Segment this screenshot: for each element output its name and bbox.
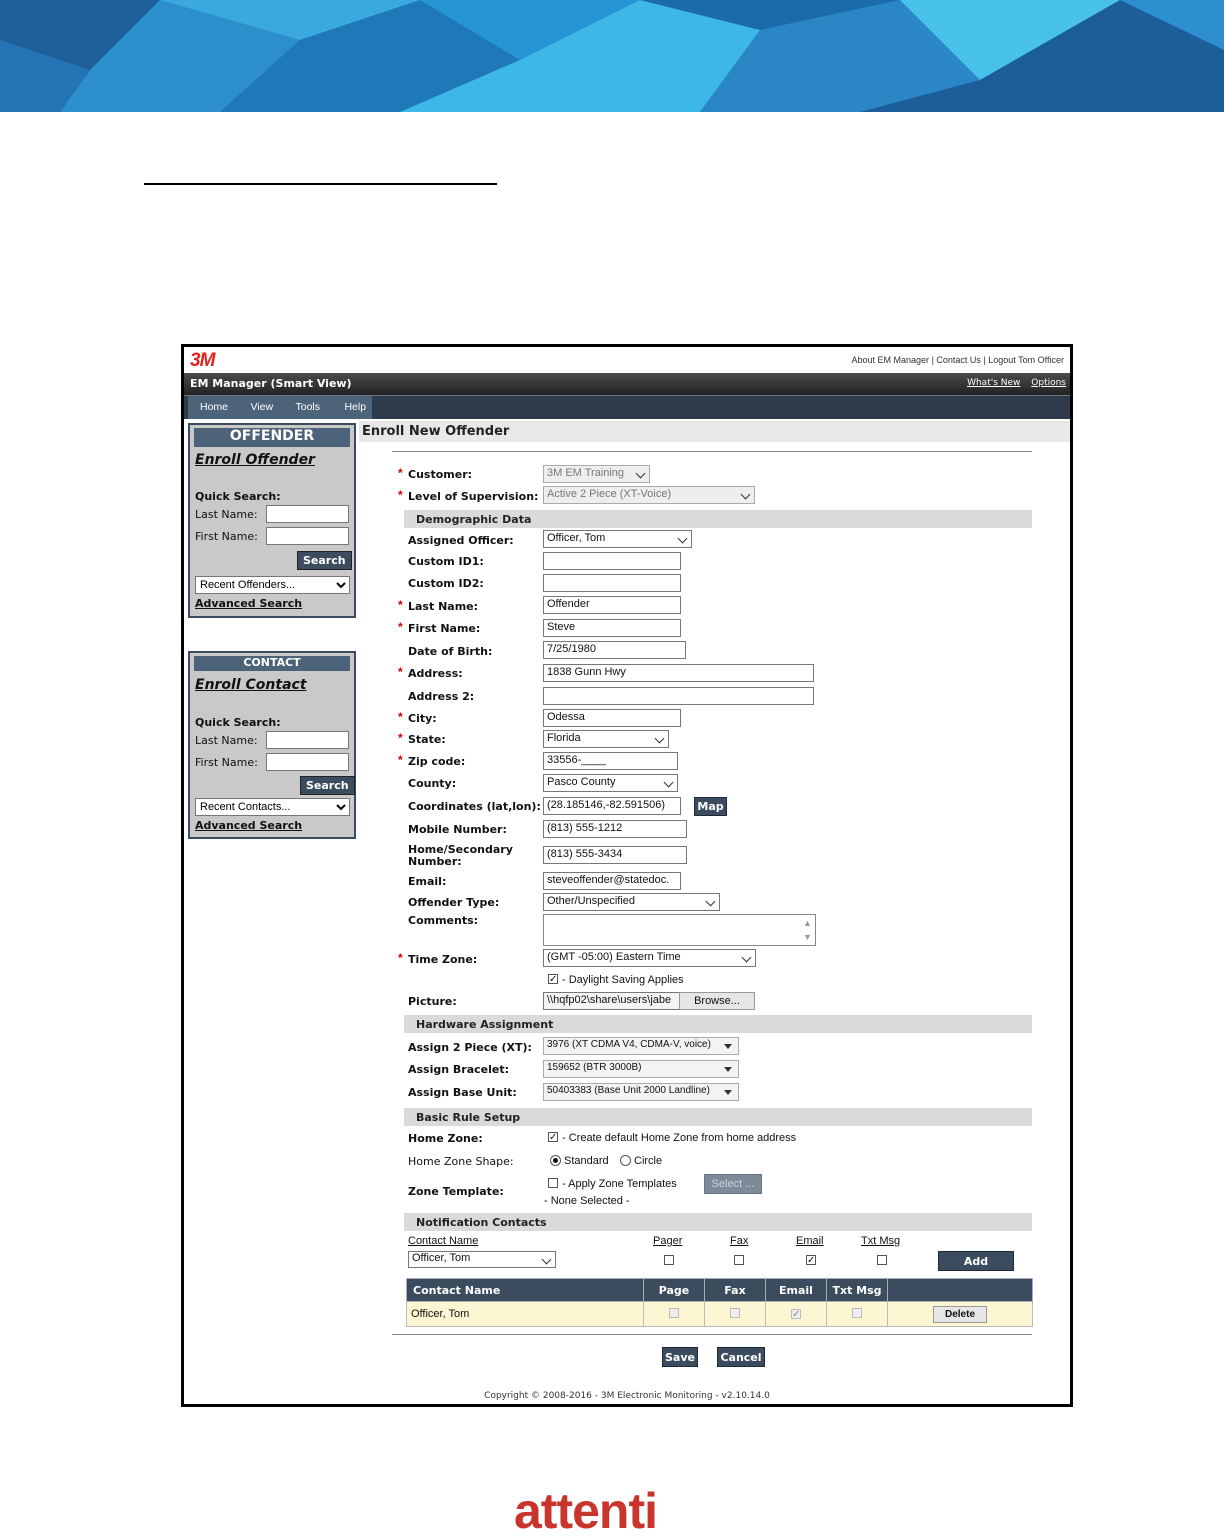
contact-quick-search-label: Quick Search: [195,716,281,729]
col-txt-msg[interactable]: Txt Msg [861,1235,901,1247]
contact-search-button[interactable]: Search [300,776,355,795]
contact-panel [188,651,356,839]
row-email-checkbox: ✓ [792,1309,801,1320]
enroll-offender-link[interactable]: Enroll Offender [195,452,315,468]
th-fax: Fax [705,1279,766,1302]
offender-last-name-label: Last Name: [195,508,258,521]
row-page-cell [644,1302,705,1327]
zip-label: Zip code: [408,755,466,768]
th-txt-msg: Txt Msg [827,1279,888,1302]
required-marker: * [398,710,403,724]
th-actions [888,1279,1033,1302]
assign-base-select[interactable]: 50403383 (Base Unit 2000 Landline) [543,1083,739,1101]
copyright-text: Copyright © 2008-2016 - 3M Electronic Monitoring - v2.10.14.0 [484,1391,770,1401]
assigned-officer-select[interactable]: Officer, Tom [543,530,692,548]
menu-view[interactable]: View [250,401,274,413]
section-notify: Notification Contacts [404,1213,1032,1231]
scroll-arrows-icon: ▲ ▼ [803,918,812,942]
about-link[interactable]: About EM Manager [851,355,930,365]
assigned-officer-label: Assigned Officer: [408,534,514,547]
none-selected-text: - None Selected - [544,1195,630,1207]
form-bottom-divider [392,1334,1032,1335]
offender-panel-header: OFFENDER [194,428,350,447]
row-txt-cell [827,1302,888,1327]
supervision-select[interactable]: Active 2 Piece (XT-Voice) [543,486,755,504]
first-name-input[interactable]: Steve [543,619,681,637]
required-marker: * [398,598,403,612]
menu-tools[interactable]: Tools [295,401,321,413]
recent-contacts-select[interactable] [195,798,350,816]
city-input[interactable]: Odessa [543,709,681,727]
custom-id2-input[interactable] [543,574,681,592]
zip-input[interactable]: 33556-____ [543,752,678,770]
map-button[interactable]: Map [694,797,727,816]
notify-contact-select[interactable]: Officer, Tom [408,1251,556,1268]
whats-new-link[interactable]: What's New [967,378,1021,388]
logout-link[interactable]: Logout Tom Officer [988,355,1064,365]
dst-checkbox[interactable]: ✓ [549,974,558,985]
required-marker: * [398,731,403,745]
app-links [959,378,1066,388]
main-menu [188,396,372,419]
menu-bar [184,395,1070,419]
contact-first-name-input[interactable] [266,753,349,771]
offender-advanced-search-link[interactable]: Advanced Search [195,597,303,610]
required-marker: * [398,620,403,634]
required-marker: * [398,753,403,767]
enroll-contact-link[interactable]: Enroll Contact [195,677,307,693]
contact-first-name-label: First Name: [195,756,258,769]
offender-type-label: Offender Type: [408,896,500,909]
delete-contact-button[interactable]: Delete [933,1306,987,1323]
th-email: Email [766,1279,827,1302]
top-links: About EM Manager | Contact Us | Logout Tom Officer [851,355,1064,365]
assign-bracelet-label: Assign Bracelet: [408,1063,510,1076]
row-txt-checkbox [852,1308,862,1318]
address-label: Address: [408,667,463,680]
required-marker: * [398,951,403,965]
first-name-label: First Name: [408,622,481,635]
county-label: County: [408,777,457,790]
app-title-bar [184,373,1070,395]
city-label: City: [408,712,437,725]
page-title: Enroll New Offender [359,421,1070,442]
custom-id2-label: Custom ID2: [408,577,484,590]
picture-path-input[interactable]: \\hqfp02\share\users\jabe [543,992,680,1010]
offender-first-name-label: First Name: [195,530,258,543]
home-number-input[interactable]: (813) 555-3434 [543,846,687,864]
home-zone-text: - Create default Home Zone from home address [562,1132,797,1144]
time-zone-select[interactable]: (GMT -05:00) Eastern Time [543,949,756,967]
state-select[interactable]: Florida [543,730,669,748]
last-name-label: Last Name: [408,600,479,613]
offender-quick-search-label: Quick Search: [195,490,281,503]
offender-first-name-input[interactable] [266,527,349,545]
assign-2piece-select[interactable]: 3976 (XT CDMA V4, CDMA-V, voice) [543,1037,739,1055]
attenti-logo: attenti [514,1483,657,1539]
select-template-button[interactable]: Select ... [704,1174,762,1194]
shape-standard-radio[interactable] [550,1155,561,1166]
menu-help[interactable]: Help [344,401,367,413]
save-button[interactable]: Save [662,1347,698,1367]
add-contact-button[interactable]: Add [938,1251,1014,1271]
custom-id1-label: Custom ID1: [408,555,484,568]
shape-circle-label: Circle [634,1155,663,1167]
app-title: EM Manager (Smart View) [190,377,352,390]
zone-template-text: - Apply Zone Templates [562,1178,677,1190]
required-marker: * [398,488,403,502]
top-strip [184,347,1070,373]
offender-search-button[interactable]: Search [297,551,352,570]
row-fax-checkbox [730,1308,740,1318]
section-hardware: Hardware Assignment [404,1015,1032,1033]
notify-fax-checkbox[interactable] [734,1255,744,1265]
custom-id1-input[interactable] [543,552,681,570]
menu-home[interactable]: Home [200,401,229,413]
comments-textarea[interactable] [543,914,816,946]
required-marker: * [398,665,403,679]
title-divider [392,451,1032,452]
shape-circle-radio[interactable] [620,1155,631,1166]
assign-2piece-label: Assign 2 Piece (XT): [408,1041,532,1054]
row-contact-name: Officer, Tom [407,1302,644,1327]
email-label: Email: [408,875,447,888]
contact-advanced-search-link[interactable]: Advanced Search [195,819,303,832]
table-header-row [407,1279,1033,1302]
offender-type-select[interactable]: Other/Unspecified [543,893,720,911]
contact-panel-header: CONTACT [194,656,350,671]
app-screenshot [181,344,1073,1407]
col-fax[interactable]: Fax [730,1235,749,1247]
state-label: State: [408,733,446,746]
offender-panel [188,423,356,618]
county-select[interactable]: Pasco County [543,774,678,792]
cancel-button[interactable]: Cancel [717,1347,765,1367]
banner-graphic [0,0,1224,112]
title-underline [144,183,497,185]
required-marker: * [398,466,403,480]
comments-label: Comments: [408,914,479,927]
section-demographic: Demographic Data [404,510,1032,528]
col-pager[interactable]: Pager [653,1235,683,1247]
zone-template-checkbox[interactable] [548,1178,558,1188]
customer-label: Customer: [408,468,473,481]
supervision-label: Level of Supervision: [408,490,539,503]
notify-email-checkbox[interactable]: ✓ [807,1255,816,1266]
col-email[interactable]: Email [796,1235,824,1247]
header-banner [0,0,1224,112]
address2-input[interactable] [543,687,814,705]
offender-last-name-input[interactable] [266,505,349,523]
picture-label: Picture: [408,995,457,1008]
th-contact-name: Contact Name [407,1279,644,1302]
assign-bracelet-select[interactable]: 159652 (BTR 3000B) [543,1060,739,1078]
contact-last-name-input[interactable] [266,731,349,749]
section-rules: Basic Rule Setup [404,1108,1032,1126]
dob-label: Date of Birth: [408,645,493,658]
contact-last-name-label: Last Name: [195,734,258,747]
notification-contacts-table [406,1278,1033,1327]
last-name-input[interactable]: Offender [543,596,681,614]
mobile-label: Mobile Number: [408,823,507,836]
coordinates-input[interactable]: (28.185146,-82.591506) [543,797,681,815]
home-zone-shape-label: Home Zone Shape: [408,1155,514,1168]
browse-button[interactable]: Browse... [679,992,755,1010]
row-actions-cell [888,1302,1033,1327]
home-number-label-1: Home/Secondary [408,843,513,856]
dst-label: - Daylight Saving Applies [562,974,684,986]
shape-standard-label: Standard [564,1155,609,1167]
row-fax-cell [705,1302,766,1327]
home-zone-label: Home Zone: [408,1132,483,1145]
notify-pager-checkbox[interactable] [664,1255,674,1265]
contact-us-link[interactable]: Contact Us [936,355,981,365]
home-zone-checkbox[interactable]: ✓ [549,1132,558,1143]
email-input[interactable]: steveoffender@statedoc. [543,872,681,890]
3m-logo: 3M [190,350,215,371]
notify-txt-checkbox[interactable] [877,1255,887,1265]
time-zone-label: Time Zone: [408,953,478,966]
address2-label: Address 2: [408,690,475,703]
zone-template-label: Zone Template: [408,1185,504,1198]
recent-offenders-select[interactable] [195,576,350,594]
th-page: Page [644,1279,705,1302]
coordinates-label: Coordinates (lat,lon): [408,800,541,813]
row-email-cell [766,1302,827,1327]
customer-select[interactable]: 3M EM Training [543,465,650,483]
dob-input[interactable]: 7/25/1980 [543,641,686,659]
table-row [407,1302,1033,1327]
col-contact-name[interactable]: Contact Name [408,1235,479,1247]
home-number-label-2: Number: [408,855,462,868]
address-input[interactable]: 1838 Gunn Hwy [543,664,814,682]
mobile-input[interactable]: (813) 555-1212 [543,820,687,838]
assign-base-label: Assign Base Unit: [408,1086,517,1099]
row-page-checkbox [669,1308,679,1318]
options-link[interactable]: Options [1031,378,1066,388]
